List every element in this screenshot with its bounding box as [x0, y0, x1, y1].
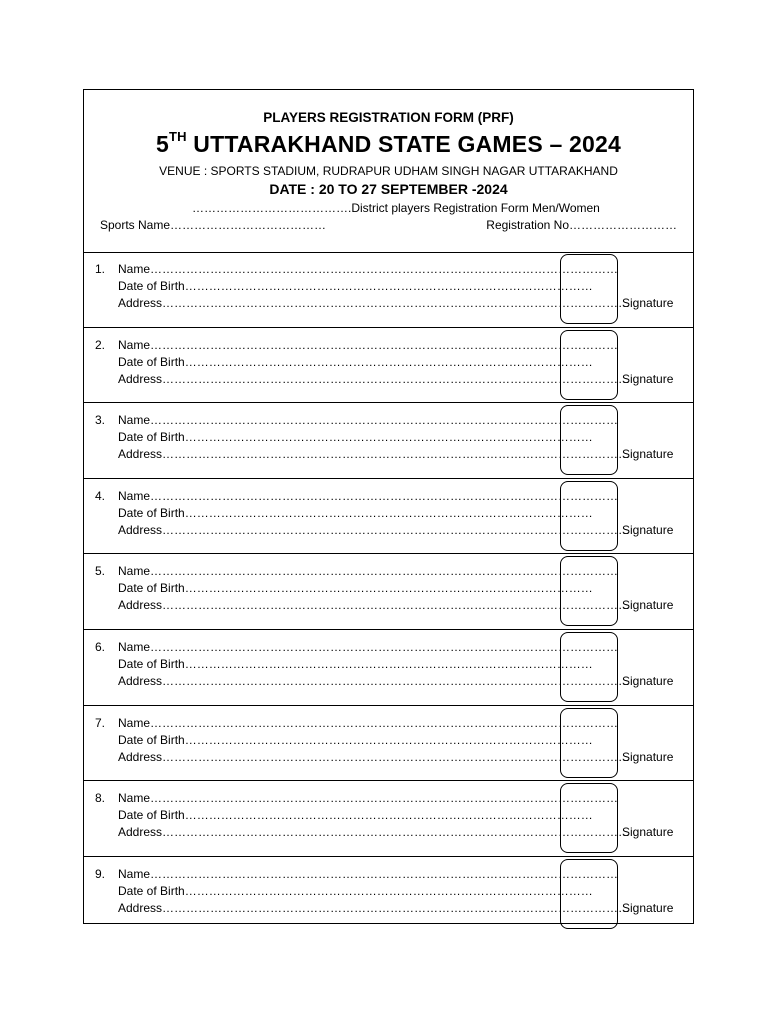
player-dob-field[interactable]: Date of Birth………………………………………………………………………………………… — [118, 732, 593, 747]
player-number: 6. — [95, 639, 106, 654]
games-number: 5 — [155, 131, 169, 157]
player-dob-field[interactable]: Date of Birth………………………………………………………………………………………… — [118, 656, 593, 671]
player-row — [84, 252, 693, 328]
player-name-field[interactable]: Name……………………………………………………………………………………………………… — [118, 413, 619, 428]
registration-no-field[interactable]: Registration No……………………… — [486, 218, 677, 232]
form-header — [84, 90, 693, 253]
player-number: 5. — [95, 564, 106, 579]
signature-label: Signature — [622, 900, 674, 915]
player-dob-field[interactable]: Date of Birth………………………………………………………………………………………… — [118, 581, 593, 596]
player-address-field[interactable]: Address……………………………………………………………………………………………………… — [118, 900, 631, 915]
games-superscript: TH — [168, 129, 187, 145]
player-dob-field[interactable]: Date of Birth………………………………………………………………………………………… — [118, 808, 593, 823]
player-name-field[interactable]: Name……………………………………………………………………………………………………… — [118, 791, 619, 806]
photo-box[interactable] — [560, 556, 618, 626]
player-address-field[interactable]: Address……………………………………………………………………………………………………… — [118, 522, 631, 537]
photo-box[interactable] — [560, 859, 618, 929]
player-row — [84, 554, 693, 630]
player-address-field[interactable]: Address……………………………………………………………………………………………………… — [118, 447, 631, 462]
player-address-field[interactable]: Address……………………………………………………………………………………………………… — [118, 598, 631, 613]
signature-label: Signature — [622, 749, 674, 764]
player-dob-field[interactable]: Date of Birth………………………………………………………………………………………… — [118, 505, 593, 520]
photo-box[interactable] — [560, 632, 618, 702]
player-row — [84, 403, 693, 479]
player-row — [84, 781, 693, 857]
form-title: PLAYERS REGISTRATION FORM (PRF) — [263, 110, 514, 125]
player-address-field[interactable]: Address……………………………………………………………………………………………………… — [118, 825, 631, 840]
player-address-field[interactable]: Address……………………………………………………………………………………………………… — [118, 673, 631, 688]
player-dob-field[interactable]: Date of Birth………………………………………………………………………………………… — [118, 883, 593, 898]
player-row — [84, 630, 693, 706]
player-name-field[interactable]: Name……………………………………………………………………………………………………… — [118, 488, 619, 503]
photo-box[interactable] — [560, 330, 618, 400]
signature-label: Signature — [622, 447, 674, 462]
player-number: 3. — [95, 413, 106, 428]
player-address-field[interactable]: Address……………………………………………………………………………………………………… — [118, 296, 631, 310]
venue-line: VENUE : SPORTS STADIUM, RUDRAPUR UDHAM SINGH NAGAR UTTARAKHAND — [159, 164, 618, 178]
sports-name-field[interactable]: Sports Name………………………………… — [100, 218, 327, 232]
player-row — [84, 857, 693, 933]
games-title-rest: UTTARAKHAND STATE GAMES – 2024 — [186, 131, 622, 157]
player-number: 4. — [95, 488, 106, 503]
photo-box[interactable] — [560, 783, 618, 853]
photo-box[interactable] — [560, 708, 618, 778]
signature-label: Signature — [622, 371, 674, 386]
player-number: 2. — [95, 337, 106, 352]
signature-label: Signature — [622, 673, 674, 688]
player-row — [84, 328, 693, 404]
player-dob-field[interactable]: Date of Birth………………………………………………………………………………………… — [118, 279, 593, 293]
player-address-field[interactable]: Address……………………………………………………………………………………………………… — [118, 749, 631, 764]
player-name-field[interactable]: Name……………………………………………………………………………………………………… — [118, 639, 619, 654]
photo-box[interactable] — [560, 481, 618, 551]
player-name-field[interactable]: Name……………………………………………………………………………………………………… — [118, 866, 619, 881]
district-line: ………………………………….District players Registration Form Men/Women — [192, 201, 600, 215]
player-number: 9. — [95, 866, 106, 881]
player-name-field[interactable]: Name……………………………………………………………………………………………………… — [118, 715, 619, 730]
player-address-field[interactable]: Address……………………………………………………………………………………………………… — [118, 371, 631, 386]
signature-label: Signature — [622, 296, 674, 310]
player-number: 8. — [95, 791, 106, 806]
player-rows — [84, 252, 693, 932]
player-row — [84, 706, 693, 782]
player-dob-field[interactable]: Date of Birth………………………………………………………………………………………… — [118, 430, 593, 445]
player-number: 7. — [95, 715, 106, 730]
date-line: DATE : 20 TO 27 SEPTEMBER -2024 — [269, 181, 508, 197]
signature-label: Signature — [622, 598, 674, 613]
photo-box[interactable] — [560, 405, 618, 475]
player-name-field[interactable]: Name……………………………………………………………………………………………………… — [118, 564, 619, 579]
player-dob-field[interactable]: Date of Birth………………………………………………………………………………………… — [118, 354, 593, 369]
player-name-field[interactable]: Name……………………………………………………………………………………………………… — [118, 337, 619, 352]
photo-box[interactable] — [560, 254, 618, 324]
registration-form — [83, 89, 694, 924]
player-name-field[interactable]: Name……………………………………………………………………………………………………… — [118, 262, 619, 276]
player-row — [84, 479, 693, 555]
signature-label: Signature — [622, 825, 674, 840]
games-title — [84, 131, 693, 158]
player-number: 1. — [95, 262, 106, 276]
signature-label: Signature — [622, 522, 674, 537]
